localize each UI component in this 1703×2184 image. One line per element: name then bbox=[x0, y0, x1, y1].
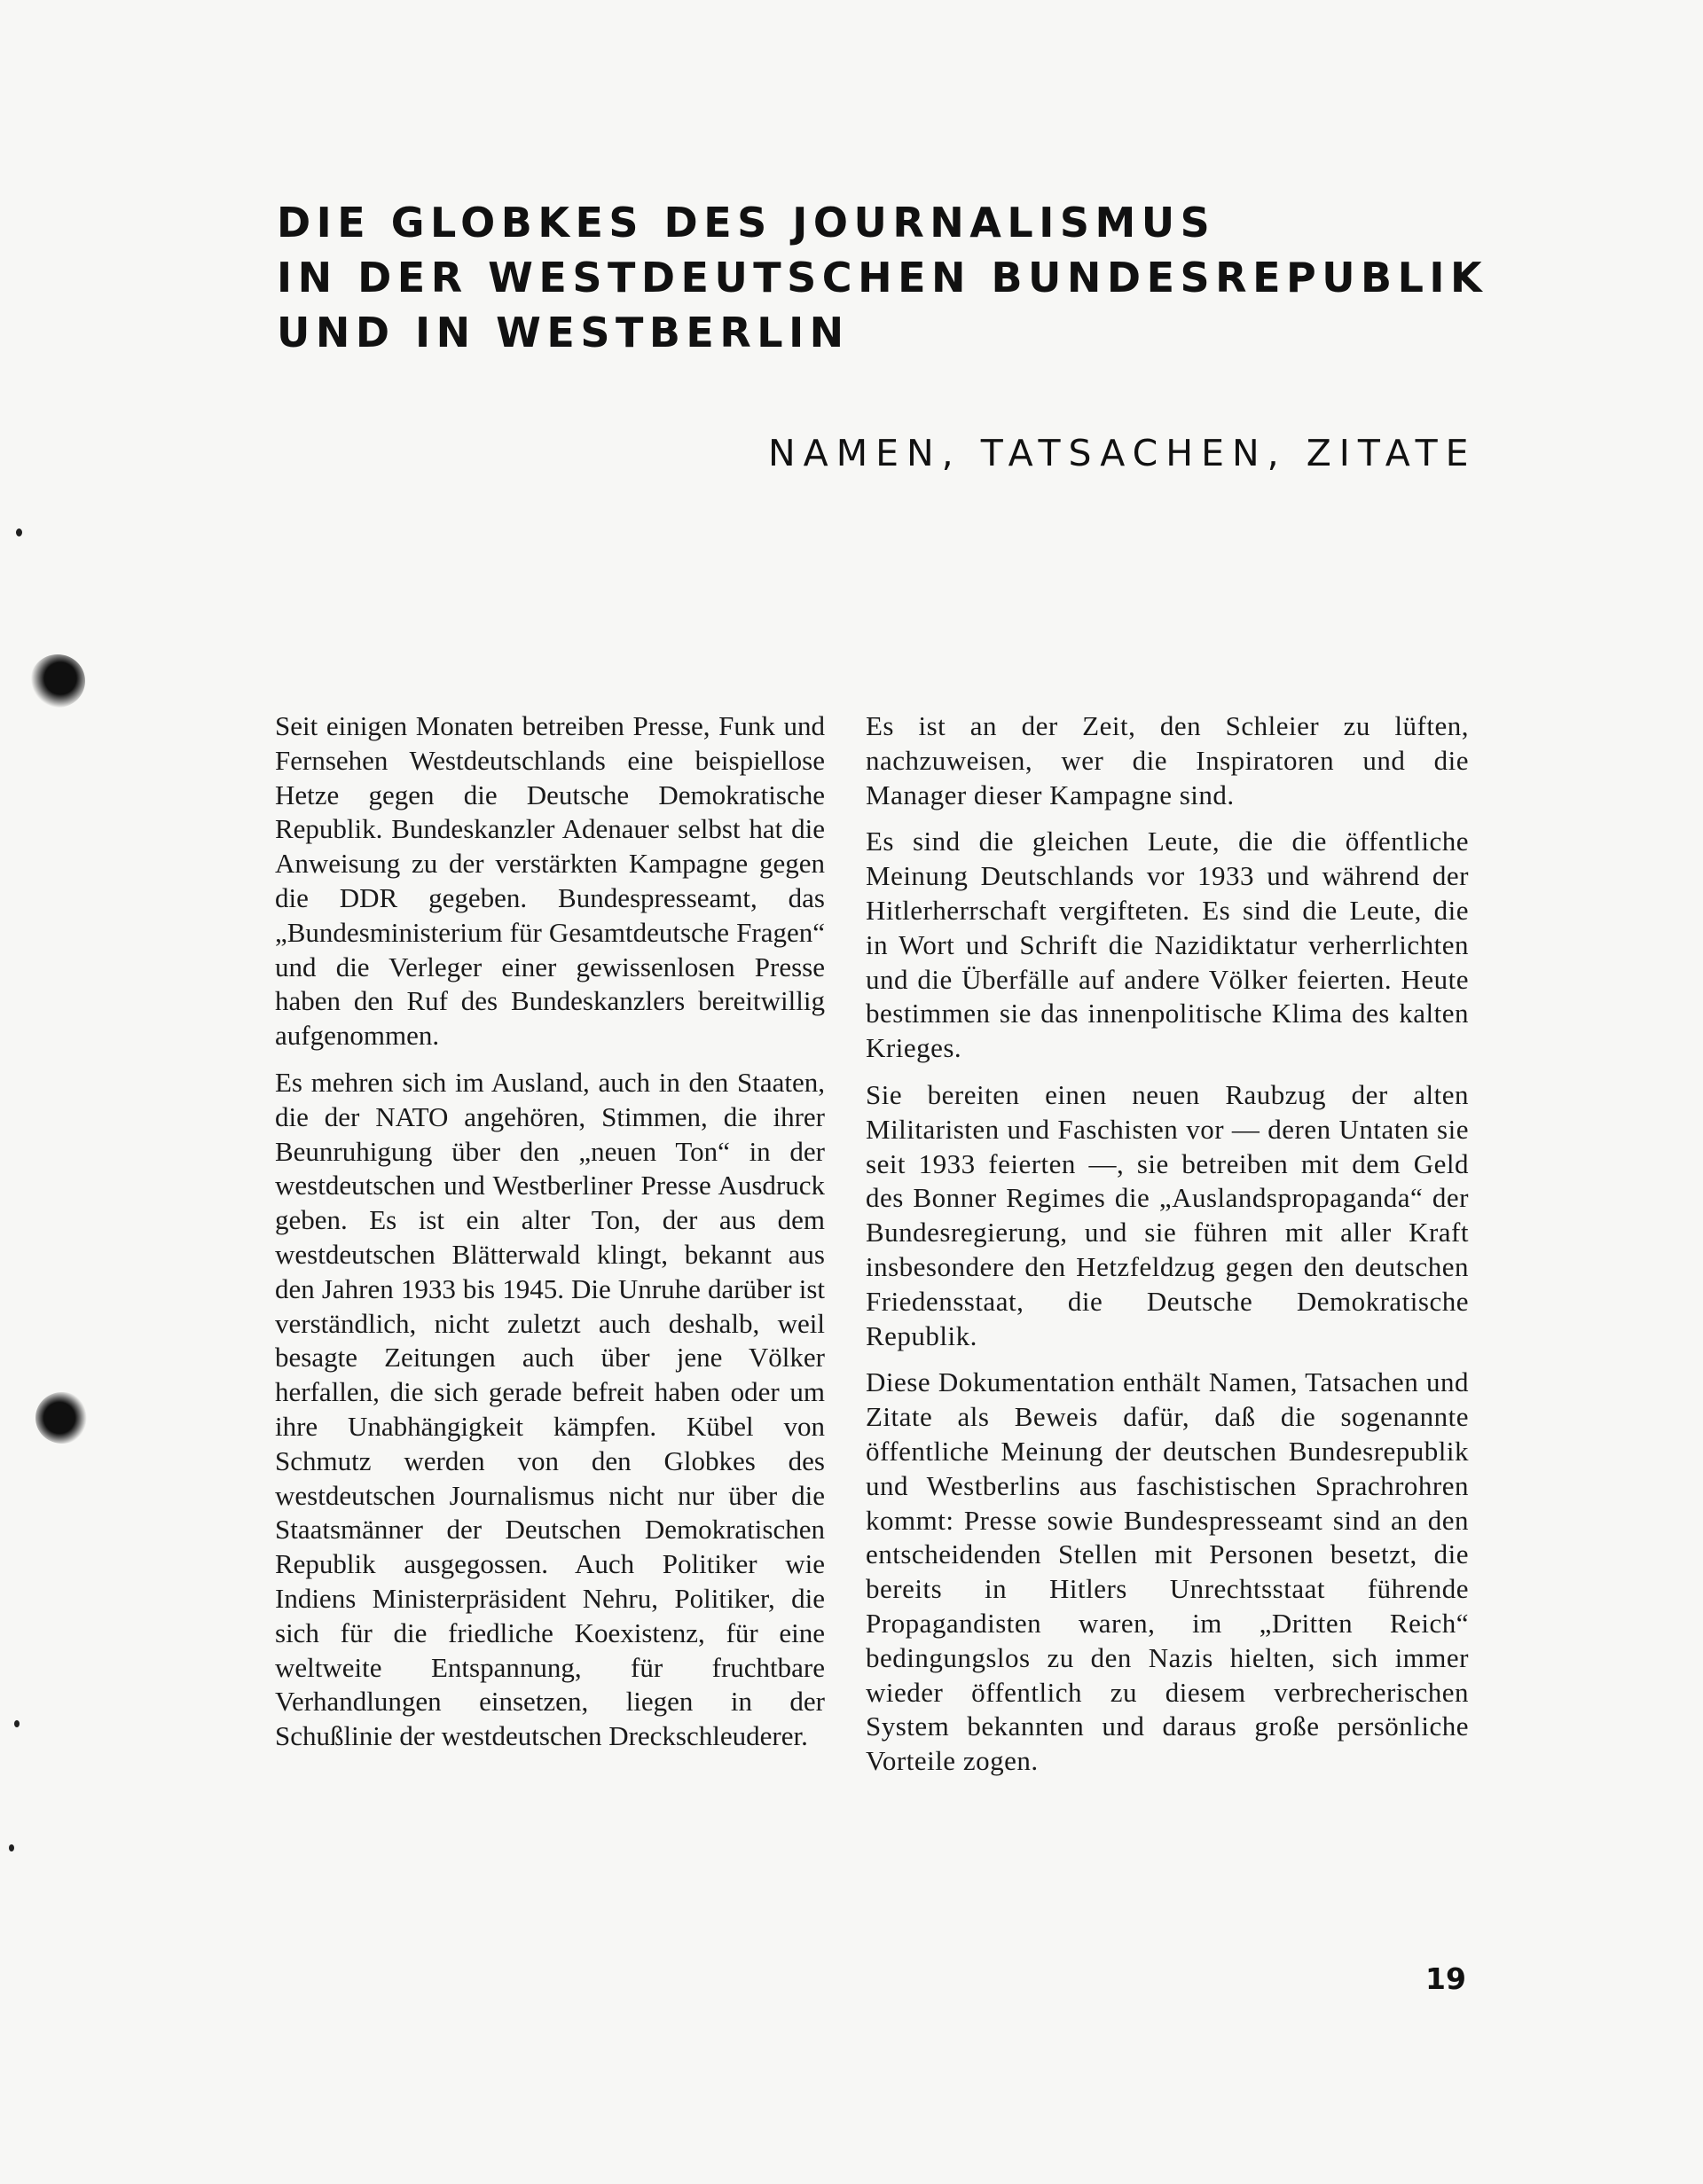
paragraph: Es ist an der Zeit, den Schleier zu lüften, nachzuweisen, wer die Inspiratoren und die Manager dieser Kampagne sind. bbox=[866, 710, 1469, 810]
page-number: 19 bbox=[1425, 1961, 1466, 1996]
title-line: IN DER WESTDEUTSCHEN BUNDESREPUBLIK bbox=[277, 254, 1488, 301]
scan-dot bbox=[16, 528, 22, 536]
scan-dot bbox=[14, 1720, 20, 1727]
right-text-column bbox=[866, 709, 1469, 1791]
punch-hole-bottom bbox=[35, 1392, 89, 1444]
document-subtitle: NAMEN, TATSACHEN, ZITATE bbox=[768, 432, 1477, 474]
document-title bbox=[277, 195, 1501, 360]
paragraph: Sie bereiten einen neuen Raubzug der alten Militaristen und Faschisten vor — deren Untaten sie seit 1933 feierten —, sie betreiben mit dem Geld des Bonner Regimes die „Auslandspropaganda“ der Bundesregierung, und sie führen mit aller Kraft insbesondere den Hetzfeldzug gegen den deutschen Friedensstaat, die Deutsche Demokratische Republik. bbox=[866, 1078, 1469, 1351]
paragraph: Seit einigen Monaten betreiben Presse, Funk und Fernsehen Westdeutschlands eine beispiellose Hetze gegen die Deutsche Demokratische Republik. Bundeskanzler Adenauer selbst hat die Anweisung zu der verstärkten Kampagne gegen die DDR gegeben. Bundespresseamt, das „Bundesministerium für Gesamtdeutsche Fragen“ und die Verleger einer gewissenlosen Presse haben den Ruf des Bundeskanzlers bereitwillig aufgenommen. bbox=[275, 710, 825, 1052]
title-line: UND IN WESTBERLIN bbox=[277, 309, 850, 356]
punch-hole-top bbox=[30, 654, 85, 708]
left-text-column bbox=[275, 709, 825, 1766]
title-line: DIE GLOBKES DES JOURNALISMUS bbox=[277, 199, 1216, 247]
scan-dot bbox=[9, 1844, 14, 1851]
paragraph: Es mehren sich im Ausland, auch in den Staaten, die der NATO angehören, Stimmen, die ihrer Beunruhigung über den „neuen Ton“ in der westdeutschen und Westberliner Presse Ausdruck geben. Es ist ein alter Ton, der aus dem westdeutschen Blätterwald klingt, bekannt aus den Jahren 1933 bis 1945. Die Unruhe darüber ist verständlich, nicht zuletzt auch deshalb, weil besagte Zeitungen auch über jene Völker herfallen, die sich gerade befreit haben oder um ihre Unabhängigkeit kämpfen. Kübel von Schmutz werden von den Globkes des westdeutschen Journalismus nicht nur über die Staatsmänner der Deutschen Demokratischen Republik ausgegossen. Auch Politiker wie Indiens Ministerpräsident Nehru, Politiker, die sich für die friedliche Koexistenz, für eine weltweite Entspannung, für fruchtbare Verhandlungen einsetzen, liegen in der Schußlinie der westdeutschen Dreckschleuderer. bbox=[275, 1066, 825, 1752]
paragraph: Diese Dokumentation enthält Namen, Tatsachen und Zitate als Beweis dafür, daß die sogenannte öffentliche Meinung der deutschen Bundesrepublik und Westberlins aus faschistischen Sprachrohren kommt: Presse sowie Bundespresseamt sind an den entscheidenden Stellen mit Personen besetzt, die bereits in Hitlers Unrechtsstaat führende Propagandisten waren, im „Dritten Reich“ bedingungslos zu den Nazis hielten, sich immer wieder öffentlich zu diesem verbrecherischen System bekannten und daraus große persönliche Vorteile zogen. bbox=[866, 1366, 1469, 1777]
paragraph: Es sind die gleichen Leute, die die öffentliche Meinung Deutschlands vor 1933 und während der Hitlerherrschaft vergifteten. Es sind die Leute, die in Wort und Schrift die Nazidiktatur verherrlichten und die Überfälle auf andere Völker feierten. Heute bestimmen sie das innenpolitische Klima des kalten Krieges. bbox=[866, 826, 1469, 1064]
